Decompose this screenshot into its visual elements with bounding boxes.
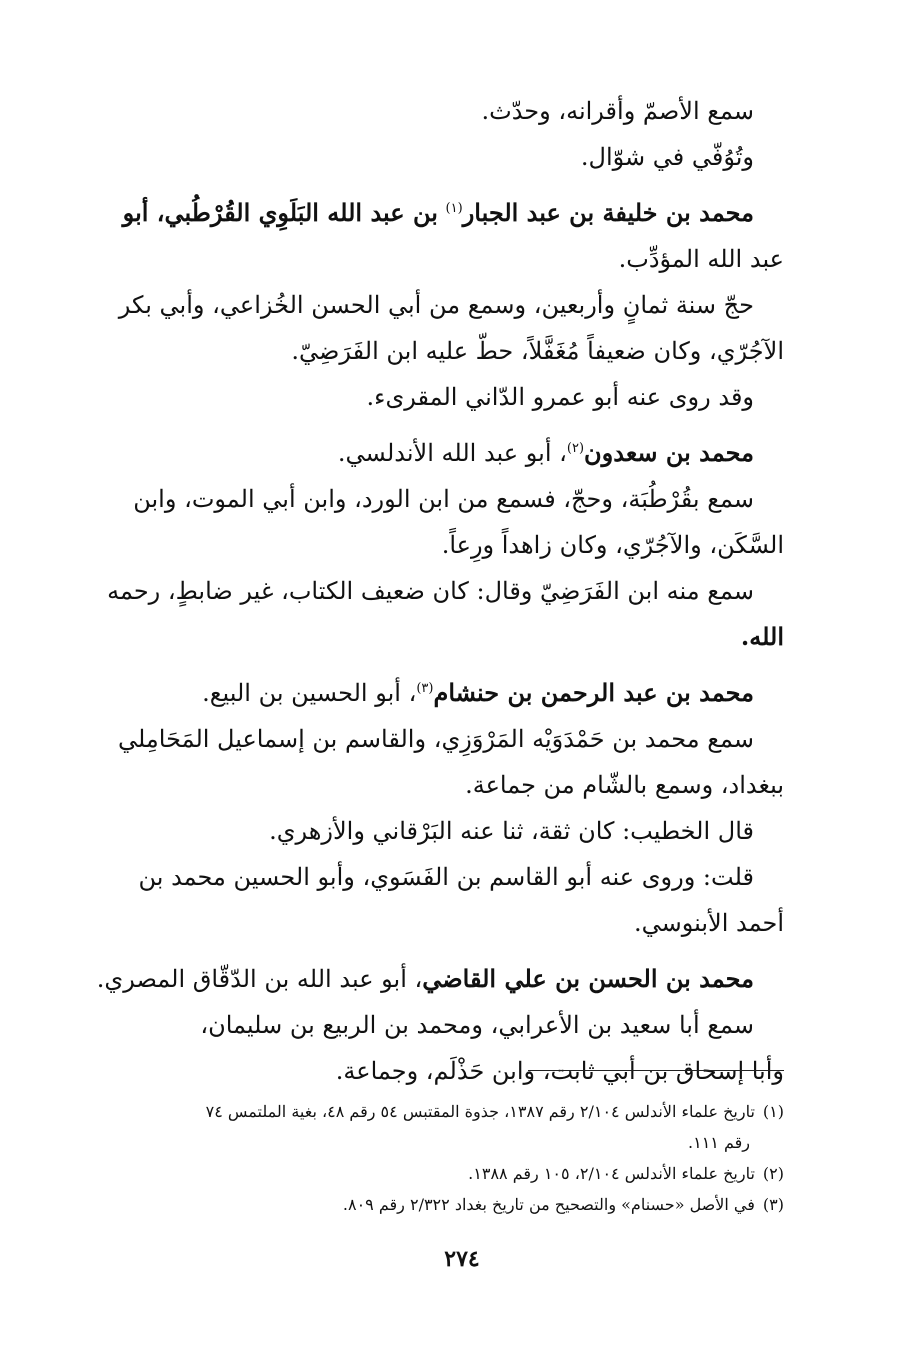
body-line: حجّ سنة ثمانٍ وأربعين، وسمع من أبي الحسن الخُزاعي، وأبي بكر <box>118 291 754 319</box>
entry-name: محمد بن الحسن بن علي القاضي <box>422 964 754 993</box>
body-line: الآجُرّي، وكان ضعيفاً مُغَفَّلاً، حطّ عليه ابن الفَرَضِيّ. <box>291 337 784 365</box>
footnote-ref: (١) <box>445 201 463 216</box>
footnote-cont: رقم ١١١. <box>688 1133 750 1152</box>
body-line: سمع بقُرْطُبَة، وحجّ، فسمع من ابن الورد، وابن أبي الموت، وابن <box>133 485 754 513</box>
entry-name-rest: ، أبو عبد الله الأندلسي. <box>337 439 567 467</box>
body-line: السَّكَن، والآجُرّي، وكان زاهداً ورِعاً. <box>441 531 784 559</box>
page-number: ٢٧٤ <box>444 1246 480 1272</box>
entry-heading <box>94 430 784 476</box>
footnote-number: (٢) <box>762 1164 784 1183</box>
body-line: سمع الأصمّ وأقرانه، وحدّث. <box>481 97 754 125</box>
entry-name: محمد بن سعدون <box>584 438 754 467</box>
footnote-ref: (٣) <box>416 681 434 696</box>
body-line: قال الخطيب: كان ثقة، ثنا عنه البَرْقاني والأزهري. <box>269 817 754 845</box>
body-line: سمع منه ابن الفَرَضِيّ وقال: كان ضعيف الكتاب، غير ضابطٍ، رحمه <box>107 577 754 605</box>
entry-name-rest: ، أبو عبد الله بن الدّقّاق المصري. <box>96 965 423 993</box>
body-line: وقد روى عنه أبو عمرو الدّاني المقرىء. <box>366 383 754 411</box>
entry-name-rest: ، أبو الحسين بن البيع. <box>202 679 417 707</box>
entry-name: محمد بن خليفة بن عبد الجبار <box>462 198 754 227</box>
footnote-text: في الأصل «حسنام» والتصحيح من تاريخ بغداد ٢/٣٢٢ رقم ٨٠٩. <box>342 1195 755 1214</box>
entry-name: محمد بن عبد الرحمن بن حنشام <box>433 678 754 707</box>
body-line: وتُوُفّي في شوّال. <box>580 143 754 171</box>
body-line: أحمد الأبنوسي. <box>633 909 784 937</box>
body-line: قلت: وروى عنه أبو القاسم بن الفَسَوي، وأبو الحسين محمد بن <box>138 863 754 891</box>
footnote-number: (٣) <box>762 1195 784 1214</box>
footnotes <box>94 1096 784 1220</box>
footnote-text: تاريخ علماء الأندلس ٢/١٠٤ رقم ١٣٨٧، جذوة المقتبس ٥٤ رقم ٤٨، بغية الملتمس ٧٤ <box>205 1102 755 1121</box>
entry-name-rest: بن عبد الله البَلَوِي القُرْطُبي، أبو <box>122 198 438 227</box>
entry-heading <box>94 670 784 716</box>
entry-heading <box>94 956 784 1002</box>
footnote-divider <box>528 1070 784 1071</box>
body-line: الله. <box>740 622 784 651</box>
footnote-number: (١) <box>762 1102 784 1121</box>
footnote <box>94 1189 784 1220</box>
entry-heading <box>94 190 784 236</box>
entry-heading-cont: عبد الله المؤدِّب. <box>618 245 784 273</box>
body-line: سمع محمد بن حَمْدَوَيْه المَرْوَزِي، والقاسم بن إسماعيل المَحَامِلي <box>117 725 754 753</box>
footnote <box>94 1158 784 1189</box>
body-line: وأبا إسحاق بن أبي ثابت، وابن حَذْلَم، وجماعة. <box>335 1057 784 1085</box>
footnote <box>94 1096 784 1127</box>
body-line: سمع أبا سعيد بن الأعرابي، ومحمد بن الربيع بن سليمان، <box>200 1011 754 1039</box>
body-line: ببغداد، وسمع بالشّام من جماعة. <box>465 771 784 799</box>
footnote-ref: (٢) <box>566 441 585 456</box>
footnote-text: تاريخ علماء الأندلس ٢/١٠٤، ١٠٥ رقم ١٣٨٨. <box>468 1164 755 1183</box>
page-body <box>94 88 784 1094</box>
